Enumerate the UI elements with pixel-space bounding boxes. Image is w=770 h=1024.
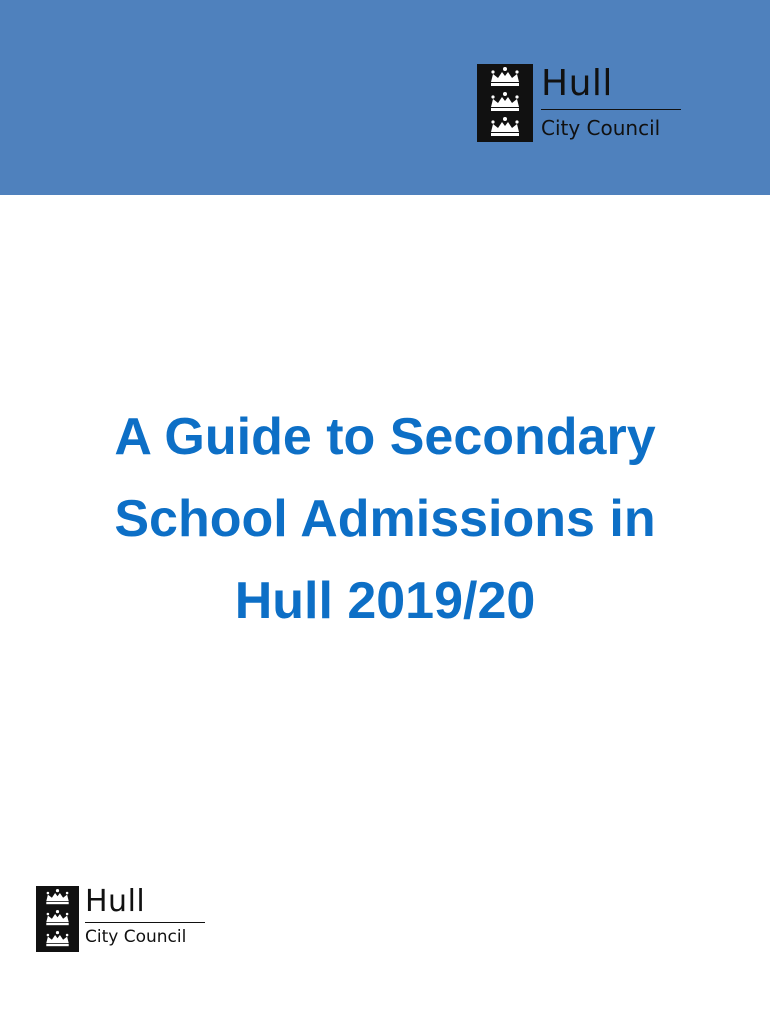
document-title [0,396,770,642]
title-line-3: Hull 2019/20 [234,572,536,630]
title-line-1: A Guide to Secondary [114,408,656,466]
three-crowns-crest-icon [477,64,533,142]
council-logo-top [477,64,681,142]
logo-subtitle: City Council [85,927,187,947]
logo-wordmark [541,64,681,142]
title-line-2: School Admissions in [114,490,656,548]
logo-wordmark [85,886,205,952]
logo-name: Hull [541,64,681,110]
logo-name: Hull [85,886,205,923]
council-logo-bottom [36,886,205,952]
logo-subtitle: City Council [541,116,661,140]
three-crowns-crest-icon [36,886,79,952]
